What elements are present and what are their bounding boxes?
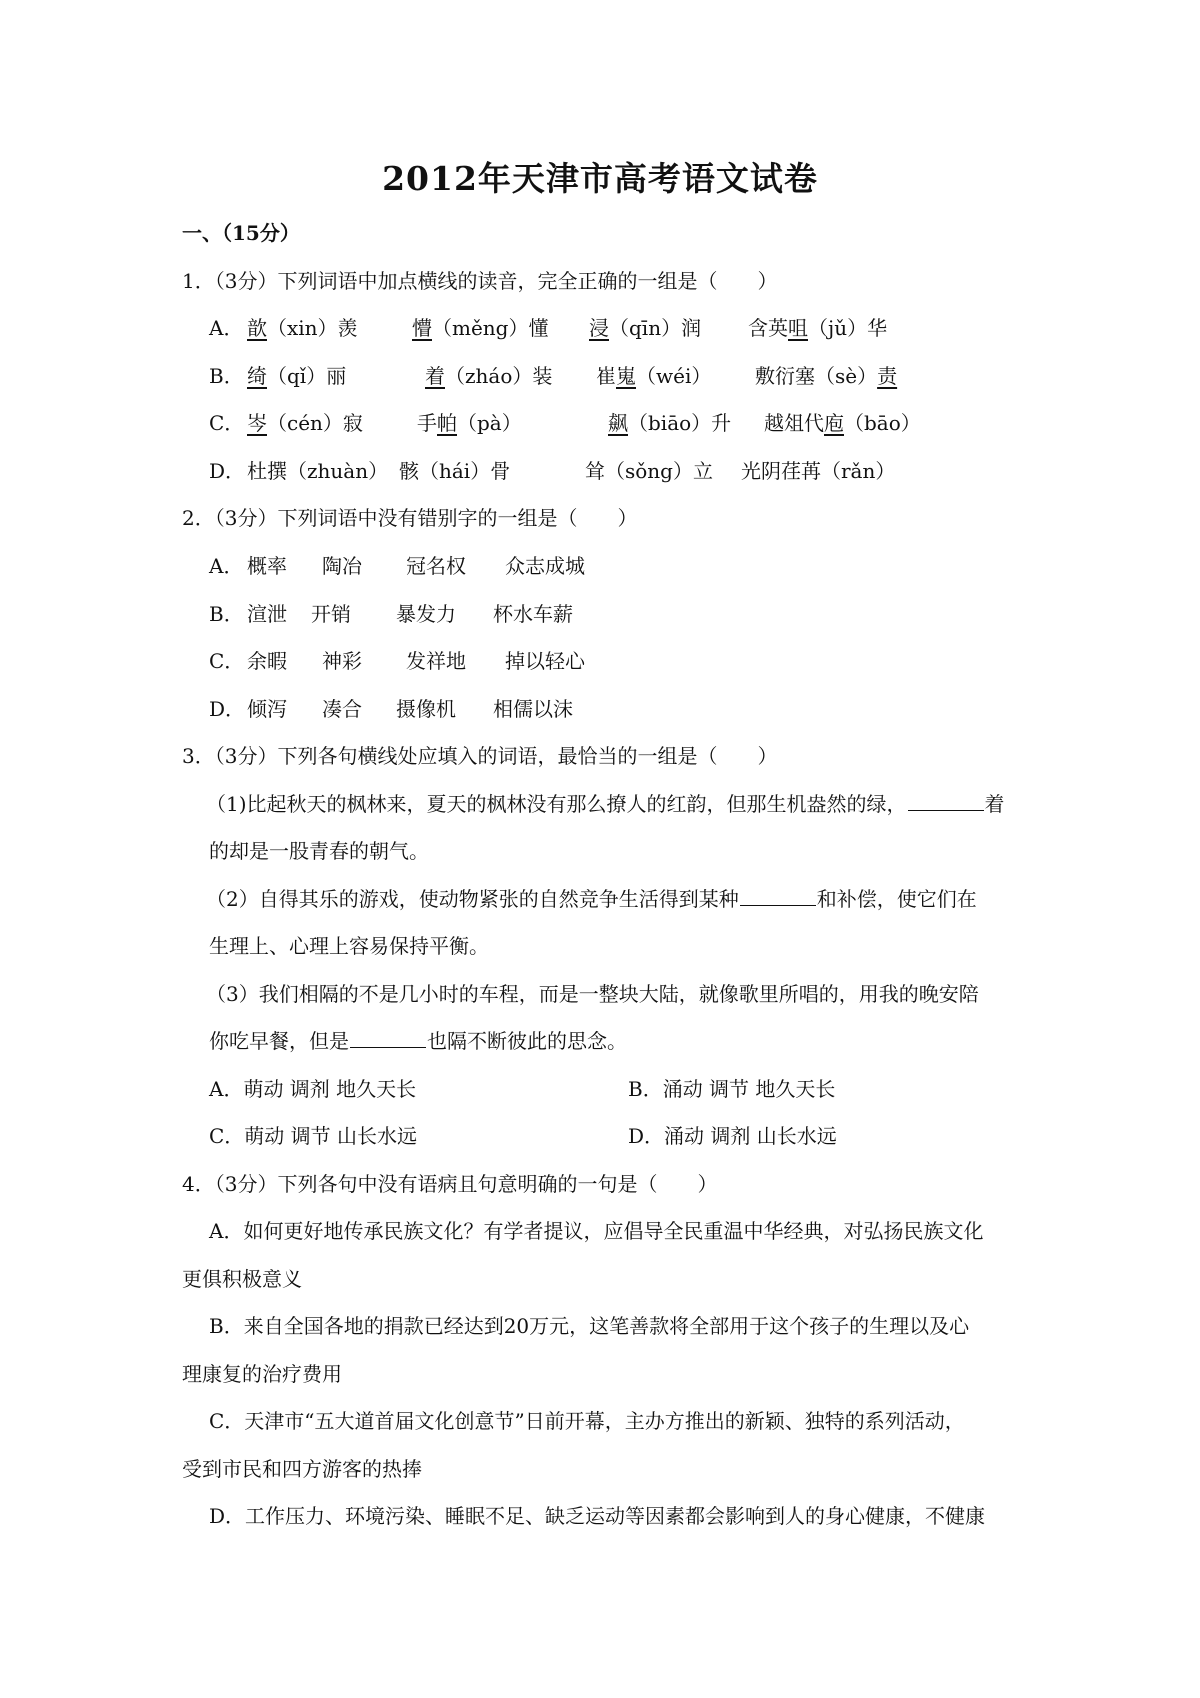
- q3-blank-2: [740, 885, 816, 906]
- q3-sentence-2-cont: 生理上、心理上容易保持平衡。: [209, 934, 489, 958]
- q4-option-c-cont: 受到市民和四方游客的热捧: [182, 1457, 422, 1481]
- q2-option-d: D． 倾泻 凑合 摄像机 相儒以沫: [209, 697, 573, 721]
- q3-stem: 3．（3分）下列各句横线处应填入的词语，最恰当的一组是（ ）: [182, 744, 778, 768]
- q3-option-b: B．涌动 调节 地久天长: [628, 1077, 836, 1101]
- q3-option-c: C．萌动 调节 山长水远: [209, 1124, 418, 1148]
- q1-option-d: D． 杜撰（zhuàn） 骸（hái）骨 耸（sǒng）立 光阴荏苒（rǎn）: [209, 459, 896, 483]
- q3-blank-3: [350, 1027, 426, 1048]
- q1-option-a: A． 歆（xin）羡 懵（měng）懂 浸（qīn）润 含英咀（jǔ）华: [209, 316, 888, 340]
- section-heading: 一、（15分）: [182, 221, 300, 245]
- q2-option-a: A． 概率 陶冶 冠名权 众志成城: [209, 554, 585, 578]
- q3-sentence-2: （2）自得其乐的游戏，使动物紧张的自然竞争生活得到某种 和补偿，使它们在: [206, 887, 977, 911]
- q2-stem: 2．（3分）下列词语中没有错别字的一组是（ ）: [182, 506, 638, 530]
- q3-sentence-1-cont: 的却是一股青春的朝气。: [209, 839, 429, 863]
- q4-option-c: C．天津市“五大道首届文化创意节”日前开幕，主办方推出的新颖、独特的系列活动，: [209, 1409, 965, 1433]
- q1-stem: 1．（3分）下列词语中加点横线的读音，完全正确的一组是（ ）: [182, 269, 778, 293]
- q1-option-b: B． 绮（qǐ）丽 着（zháo）装 崔嵬（wéi） 敷衍塞（sè）责: [209, 364, 898, 388]
- q3-option-a: A．萌动 调剂 地久天长: [209, 1077, 417, 1101]
- q2-option-c: C． 余暇 神彩 发祥地 掉以轻心: [209, 649, 585, 673]
- q3-sentence-3-cont: 你吃早餐，但是 也隔不断彼此的思念。: [209, 1029, 627, 1053]
- q3-option-d: D．涌动 调剂 山长水远: [628, 1124, 837, 1148]
- q4-stem: 4．（3分）下列各句中没有语病且句意明确的一句是（ ）: [182, 1172, 718, 1196]
- q3-blank-1: [908, 790, 984, 811]
- q2-option-b: B． 渲泄 开销 暴发力 杯水车薪: [209, 602, 573, 626]
- q4-option-b-cont: 理康复的治疗费用: [182, 1362, 342, 1386]
- q4-option-a: A．如何更好地传承民族文化？有学者提议，应倡导全民重温中华经典，对弘扬民族文化: [209, 1219, 984, 1243]
- q4-option-d: D．工作压力、环境污染、睡眠不足、缺乏运动等因素都会影响到人的身心健康，不健康: [209, 1504, 986, 1528]
- q4-option-a-cont: 更俱积极意义: [182, 1267, 302, 1291]
- q4-option-b: B．来自全国各地的捐款已经达到20万元，这笔善款将全部用于这个孩子的生理以及心: [209, 1314, 970, 1338]
- q3-sentence-1: （1)比起秋天的枫林来，夏天的枫林没有那么撩人的红韵，但那生机盎然的绿， 着: [206, 792, 1005, 816]
- q3-sentence-3: （3）我们相隔的不是几小时的车程，而是一整块大陆，就像歌里所唱的，用我的晚安陪: [206, 982, 979, 1006]
- page-title: 2012年天津市高考语文试卷: [382, 159, 818, 198]
- q1-option-c: C． 岑（cén）寂 手帕（pà） 飙（biāo）升 越俎代庖（bāo）: [209, 411, 921, 435]
